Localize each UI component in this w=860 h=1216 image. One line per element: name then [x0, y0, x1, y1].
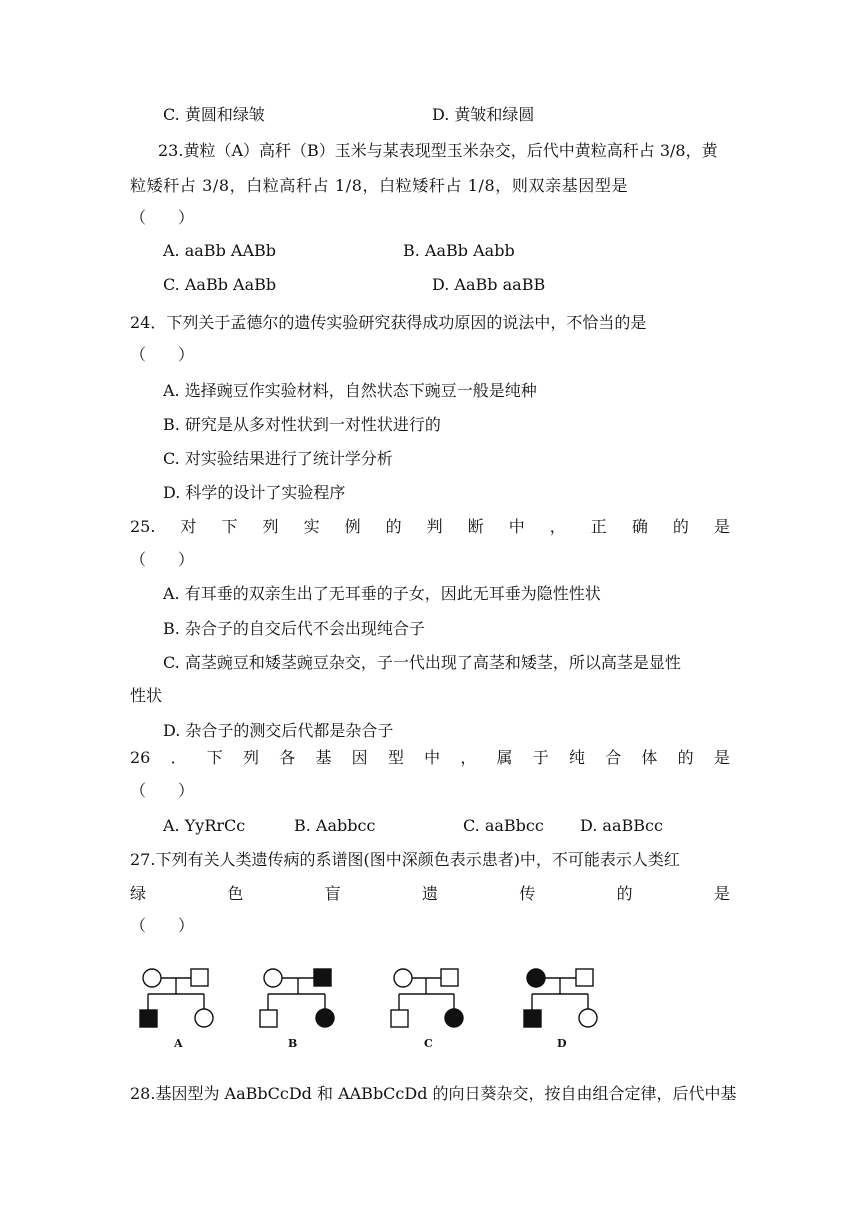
pedigree-figure: [128, 958, 628, 1058]
q25-option-d: D. 杂合子的测交后代都是杂合子: [163, 721, 394, 740]
male-unaffected-symbol: [260, 1010, 277, 1027]
q27-stem-token: 的: [616, 884, 633, 903]
pedigree-label-a: A: [174, 1037, 183, 1050]
female-unaffected-symbol: [195, 1009, 213, 1027]
q26-stem-token: 于: [532, 748, 549, 767]
q23-option-a: A. aaBb AABb: [163, 241, 276, 260]
q26-stem-token: 属: [496, 748, 513, 767]
q23-stem-line2: 粒矮秆占 3/8，白粒高秆占 1/8，白粒矮秆占 1/8，则双亲基因型是: [130, 176, 629, 195]
q27-stem-token: 色: [227, 884, 244, 903]
q23-option-b: B. AaBb Aabb: [403, 241, 515, 260]
q26-option-a: A. YyRrCc: [163, 816, 246, 835]
q25-stem-token: 的: [385, 517, 402, 536]
q22-option-c: C. 黄圆和绿皱: [163, 105, 265, 124]
q25-stem-token: 中: [508, 517, 525, 536]
q24-stem: 24．下列关于孟德尔的遗传实验研究获得成功原因的说法中，不恰当的是: [130, 313, 647, 332]
q25-option-c-line1: C. 高茎豌豆和矮茎豌豆杂交，子一代出现了高茎和矮茎，所以高茎是显性: [163, 653, 681, 672]
q26-stem-token: ．: [170, 748, 187, 767]
male-affected-symbol: [140, 1010, 157, 1027]
q23-stem-line1: 23.黄粒（A）高秆（B）玉米与某表现型玉米杂交，后代中黄粒高秆占 3/8，黄: [158, 141, 718, 160]
q25-option-b: B. 杂合子的自交后代不会出现纯合子: [163, 619, 425, 638]
q25-stem-token: 的: [672, 517, 689, 536]
q24-option-b: B. 研究是从多对性状到一对性状进行的: [163, 415, 441, 434]
q26-stem-token: 列: [243, 748, 260, 767]
q27-stem-token: 盲: [324, 884, 341, 903]
q26-option-c: C. aaBbcc: [463, 816, 544, 835]
q26-stem-token: ，: [460, 748, 477, 767]
q26-stem-token: 型: [387, 748, 404, 767]
male-unaffected-symbol: [576, 969, 593, 986]
q27-stem-token: 遗: [421, 884, 438, 903]
q25-stem-token: ，: [549, 517, 566, 536]
q28-stem: 28.基因型为 AaBbCcDd 和 AABbCcDd 的向日葵杂交，按自由组合定律，后代中基: [130, 1084, 737, 1103]
q27-stem-token: 传: [519, 884, 536, 903]
pedigree-a: [140, 969, 213, 1027]
q26-answer-paren: （ ）: [130, 781, 195, 800]
q25-stem-token: 正: [590, 517, 607, 536]
female-unaffected-symbol: [143, 969, 161, 987]
q27-stem-line1: 27.下列有关人类遗传病的系谱图(图中深颜色表示患者)中，不可能表示人类红: [130, 850, 680, 869]
q25-stem-token: 判: [426, 517, 443, 536]
male-affected-symbol: [524, 1010, 541, 1027]
pedigree-label-b: B: [288, 1037, 298, 1050]
male-unaffected-symbol: [441, 969, 458, 986]
female-unaffected-symbol: [264, 969, 282, 987]
q26-stem-token: 合: [605, 748, 622, 767]
q25-stem-token: 是: [713, 517, 730, 536]
q26-stem-token: 纯: [568, 748, 585, 767]
q26-stem-token: 26: [130, 748, 151, 767]
q25-stem-token: 确: [631, 517, 648, 536]
male-affected-symbol: [314, 969, 331, 986]
male-unaffected-symbol: [391, 1010, 408, 1027]
q26-stem-token: 基: [315, 748, 332, 767]
pedigree-b: [260, 969, 334, 1027]
female-unaffected-symbol: [394, 969, 412, 987]
q26-option-b: B. Aabbcc: [294, 816, 376, 835]
q26-stem-token: 的: [677, 748, 694, 767]
q25-stem-token: 25.: [130, 517, 156, 536]
q25-stem-token: 对: [180, 517, 197, 536]
q26-stem-token: 因: [351, 748, 368, 767]
q26-stem-token: 中: [424, 748, 441, 767]
q23-option-c: C. AaBb AaBb: [163, 275, 277, 294]
q24-option-c: C. 对实验结果进行了统计学分析: [163, 449, 393, 468]
pedigree-label-c: C: [424, 1037, 433, 1050]
q22-option-d: D. 黄皱和绿圆: [432, 105, 535, 124]
q27-stem-token: 是: [713, 884, 730, 903]
q27-stem-line2: [130, 884, 730, 904]
q26-stem-token: 是: [713, 748, 730, 767]
q25-answer-paren: （ ）: [130, 550, 195, 569]
q25-stem-token: 实: [303, 517, 320, 536]
q26-stem-token: 体: [641, 748, 658, 767]
q24-answer-paren: （ ）: [130, 345, 195, 364]
q25-stem-token: 例: [344, 517, 361, 536]
q25-option-c-line2: 性状: [130, 686, 163, 705]
q25-option-a: A. 有耳垂的双亲生出了无耳垂的子女，因此无耳垂为隐性性状: [163, 584, 601, 603]
pedigree-d: [524, 969, 597, 1027]
pedigree-c: [391, 969, 463, 1027]
pedigree-label-d: D: [557, 1037, 567, 1050]
female-affected-symbol: [445, 1009, 463, 1027]
q26-stem: [130, 748, 730, 768]
q25-stem-token: 断: [467, 517, 484, 536]
q26-stem-token: 各: [279, 748, 296, 767]
q26-option-d: D. aaBBcc: [580, 816, 663, 835]
male-unaffected-symbol: [191, 969, 208, 986]
q24-option-d: D. 科学的设计了实验程序: [163, 483, 346, 502]
q27-stem-token: 绿: [130, 884, 147, 903]
q27-answer-paren: （ ）: [130, 916, 195, 935]
q26-stem-token: 下: [206, 748, 223, 767]
q25-stem-token: 列: [262, 517, 279, 536]
q25-stem-token: 下: [221, 517, 238, 536]
q23-answer-paren: （ ）: [130, 208, 195, 227]
q25-stem: [130, 517, 730, 537]
q24-option-a: A. 选择豌豆作实验材料，自然状态下豌豆一般是纯种: [163, 381, 537, 400]
female-affected-symbol: [316, 1009, 334, 1027]
female-affected-symbol: [527, 969, 545, 987]
q23-option-d: D. AaBb aaBB: [432, 275, 546, 294]
female-unaffected-symbol: [579, 1009, 597, 1027]
